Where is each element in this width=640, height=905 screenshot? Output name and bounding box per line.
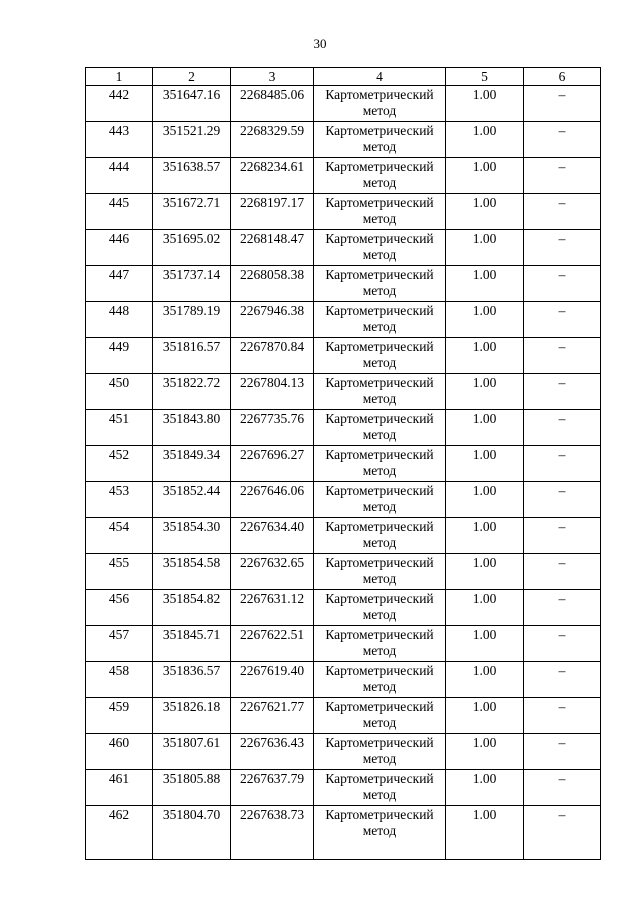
- note-cell: –: [524, 266, 601, 302]
- y-coordinate-cell: 2268234.61: [231, 158, 314, 194]
- note-cell: –: [524, 374, 601, 410]
- column-header-3: 3: [231, 68, 314, 86]
- table-row: [86, 374, 601, 410]
- method-cell: [314, 446, 446, 482]
- table-row: [86, 86, 601, 122]
- method-line-2: метод: [362, 427, 397, 442]
- point-number-cell: 456: [86, 590, 153, 626]
- accuracy-cell: 1.00: [446, 518, 524, 554]
- table-body: [86, 86, 601, 860]
- method-cell: [314, 374, 446, 410]
- table-row: [86, 806, 601, 860]
- method-line-2: метод: [362, 607, 397, 622]
- note-cell: –: [524, 626, 601, 662]
- point-number-cell: 462: [86, 806, 153, 860]
- table-row: [86, 626, 601, 662]
- accuracy-cell: 1.00: [446, 626, 524, 662]
- y-coordinate-cell: 2268329.59: [231, 122, 314, 158]
- table-row: [86, 662, 601, 698]
- accuracy-cell: 1.00: [446, 158, 524, 194]
- method-line-2: метод: [362, 787, 397, 802]
- point-number-cell: 451: [86, 410, 153, 446]
- y-coordinate-cell: 2267804.13: [231, 374, 314, 410]
- note-cell: –: [524, 806, 601, 860]
- method-line-1: Картометрический: [325, 303, 434, 318]
- point-number-cell: 458: [86, 662, 153, 698]
- accuracy-cell: 1.00: [446, 302, 524, 338]
- coordinates-table: [85, 67, 601, 860]
- method-cell: [314, 482, 446, 518]
- note-cell: –: [524, 554, 601, 590]
- method-line-2: метод: [362, 823, 397, 838]
- point-number-cell: 461: [86, 770, 153, 806]
- y-coordinate-cell: 2267621.77: [231, 698, 314, 734]
- method-cell: [314, 698, 446, 734]
- accuracy-cell: 1.00: [446, 482, 524, 518]
- method-line-1: Картометрический: [325, 627, 434, 642]
- x-coordinate-cell: 351805.88: [153, 770, 231, 806]
- method-line-1: Картометрический: [325, 339, 434, 354]
- x-coordinate-cell: 351807.61: [153, 734, 231, 770]
- x-coordinate-cell: 351854.30: [153, 518, 231, 554]
- method-line-1: Картометрический: [325, 771, 434, 786]
- column-header-2: 2: [153, 68, 231, 86]
- method-cell: [314, 554, 446, 590]
- y-coordinate-cell: 2267634.40: [231, 518, 314, 554]
- method-line-2: метод: [362, 535, 397, 550]
- table-row: [86, 554, 601, 590]
- method-line-2: метод: [362, 715, 397, 730]
- method-line-2: метод: [362, 319, 397, 334]
- method-cell: [314, 338, 446, 374]
- point-number-cell: 445: [86, 194, 153, 230]
- accuracy-cell: 1.00: [446, 698, 524, 734]
- y-coordinate-cell: 2267735.76: [231, 410, 314, 446]
- accuracy-cell: 1.00: [446, 230, 524, 266]
- method-line-2: метод: [362, 751, 397, 766]
- note-cell: –: [524, 410, 601, 446]
- x-coordinate-cell: 351695.02: [153, 230, 231, 266]
- method-line-1: Картометрический: [325, 555, 434, 570]
- accuracy-cell: 1.00: [446, 446, 524, 482]
- method-cell: [314, 194, 446, 230]
- accuracy-cell: 1.00: [446, 770, 524, 806]
- table-row: [86, 302, 601, 338]
- table-row: [86, 446, 601, 482]
- method-cell: [314, 734, 446, 770]
- column-header-5: 5: [446, 68, 524, 86]
- table-row: [86, 338, 601, 374]
- method-line-2: метод: [362, 571, 397, 586]
- accuracy-cell: 1.00: [446, 410, 524, 446]
- table-row: [86, 194, 601, 230]
- x-coordinate-cell: 351647.16: [153, 86, 231, 122]
- x-coordinate-cell: 351854.82: [153, 590, 231, 626]
- method-line-2: метод: [362, 103, 397, 118]
- x-coordinate-cell: 351826.18: [153, 698, 231, 734]
- note-cell: –: [524, 230, 601, 266]
- method-line-1: Картометрический: [325, 411, 434, 426]
- point-number-cell: 447: [86, 266, 153, 302]
- note-cell: –: [524, 446, 601, 482]
- table-row: [86, 590, 601, 626]
- point-number-cell: 454: [86, 518, 153, 554]
- table-header-row: [86, 68, 601, 86]
- method-line-2: метод: [362, 247, 397, 262]
- x-coordinate-cell: 351789.19: [153, 302, 231, 338]
- accuracy-cell: 1.00: [446, 86, 524, 122]
- y-coordinate-cell: 2267696.27: [231, 446, 314, 482]
- method-line-1: Картометрический: [325, 375, 434, 390]
- y-coordinate-cell: 2268485.06: [231, 86, 314, 122]
- column-header-1: 1: [86, 68, 153, 86]
- method-line-2: метод: [362, 175, 397, 190]
- x-coordinate-cell: 351836.57: [153, 662, 231, 698]
- method-cell: [314, 158, 446, 194]
- note-cell: –: [524, 122, 601, 158]
- x-coordinate-cell: 351845.71: [153, 626, 231, 662]
- point-number-cell: 455: [86, 554, 153, 590]
- method-cell: [314, 806, 446, 860]
- accuracy-cell: 1.00: [446, 590, 524, 626]
- y-coordinate-cell: 2267870.84: [231, 338, 314, 374]
- method-line-1: Картометрический: [325, 591, 434, 606]
- method-line-1: Картометрический: [325, 447, 434, 462]
- accuracy-cell: 1.00: [446, 554, 524, 590]
- point-number-cell: 452: [86, 446, 153, 482]
- method-cell: [314, 770, 446, 806]
- point-number-cell: 443: [86, 122, 153, 158]
- method-cell: [314, 662, 446, 698]
- accuracy-cell: 1.00: [446, 734, 524, 770]
- table-row: [86, 698, 601, 734]
- column-header-6: 6: [524, 68, 601, 86]
- method-line-2: метод: [362, 679, 397, 694]
- x-coordinate-cell: 351672.71: [153, 194, 231, 230]
- accuracy-cell: 1.00: [446, 374, 524, 410]
- table-row: [86, 410, 601, 446]
- y-coordinate-cell: 2267638.73: [231, 806, 314, 860]
- accuracy-cell: 1.00: [446, 194, 524, 230]
- accuracy-cell: 1.00: [446, 806, 524, 860]
- x-coordinate-cell: 351816.57: [153, 338, 231, 374]
- y-coordinate-cell: 2268197.17: [231, 194, 314, 230]
- x-coordinate-cell: 351854.58: [153, 554, 231, 590]
- table-row: [86, 518, 601, 554]
- method-line-1: Картометрический: [325, 807, 434, 822]
- accuracy-cell: 1.00: [446, 266, 524, 302]
- method-line-1: Картометрический: [325, 483, 434, 498]
- point-number-cell: 457: [86, 626, 153, 662]
- y-coordinate-cell: 2267631.12: [231, 590, 314, 626]
- table-row: [86, 734, 601, 770]
- note-cell: –: [524, 86, 601, 122]
- point-number-cell: 460: [86, 734, 153, 770]
- method-cell: [314, 266, 446, 302]
- note-cell: –: [524, 662, 601, 698]
- accuracy-cell: 1.00: [446, 338, 524, 374]
- table-row: [86, 122, 601, 158]
- x-coordinate-cell: 351822.72: [153, 374, 231, 410]
- method-cell: [314, 590, 446, 626]
- note-cell: –: [524, 338, 601, 374]
- method-cell: [314, 626, 446, 662]
- table-row: [86, 266, 601, 302]
- y-coordinate-cell: 2267636.43: [231, 734, 314, 770]
- method-line-1: Картометрический: [325, 267, 434, 282]
- point-number-cell: 453: [86, 482, 153, 518]
- accuracy-cell: 1.00: [446, 662, 524, 698]
- x-coordinate-cell: 351737.14: [153, 266, 231, 302]
- method-line-1: Картометрический: [325, 663, 434, 678]
- y-coordinate-cell: 2267619.40: [231, 662, 314, 698]
- method-cell: [314, 518, 446, 554]
- method-line-2: метод: [362, 139, 397, 154]
- method-line-1: Картометрический: [325, 519, 434, 534]
- x-coordinate-cell: 351804.70: [153, 806, 231, 860]
- method-line-2: метод: [362, 391, 397, 406]
- y-coordinate-cell: 2267632.65: [231, 554, 314, 590]
- page-number: 30: [313, 36, 327, 51]
- x-coordinate-cell: 351843.80: [153, 410, 231, 446]
- note-cell: –: [524, 698, 601, 734]
- method-line-1: Картометрический: [325, 195, 434, 210]
- method-line-2: метод: [362, 643, 397, 658]
- y-coordinate-cell: 2268058.38: [231, 266, 314, 302]
- point-number-cell: 450: [86, 374, 153, 410]
- method-line-2: метод: [362, 283, 397, 298]
- y-coordinate-cell: 2267646.06: [231, 482, 314, 518]
- method-line-2: метод: [362, 355, 397, 370]
- x-coordinate-cell: 351849.34: [153, 446, 231, 482]
- x-coordinate-cell: 351852.44: [153, 482, 231, 518]
- y-coordinate-cell: 2267946.38: [231, 302, 314, 338]
- method-line-2: метод: [362, 499, 397, 514]
- note-cell: –: [524, 770, 601, 806]
- note-cell: –: [524, 482, 601, 518]
- point-number-cell: 448: [86, 302, 153, 338]
- method-cell: [314, 86, 446, 122]
- note-cell: –: [524, 590, 601, 626]
- y-coordinate-cell: 2267622.51: [231, 626, 314, 662]
- table-row: [86, 482, 601, 518]
- accuracy-cell: 1.00: [446, 122, 524, 158]
- method-cell: [314, 122, 446, 158]
- table-row: [86, 158, 601, 194]
- method-line-1: Картометрический: [325, 231, 434, 246]
- method-line-1: Картометрический: [325, 123, 434, 138]
- method-cell: [314, 230, 446, 266]
- point-number-cell: 442: [86, 86, 153, 122]
- point-number-cell: 444: [86, 158, 153, 194]
- note-cell: –: [524, 302, 601, 338]
- method-line-2: метод: [362, 463, 397, 478]
- y-coordinate-cell: 2268148.47: [231, 230, 314, 266]
- x-coordinate-cell: 351638.57: [153, 158, 231, 194]
- table-row: [86, 770, 601, 806]
- column-header-4: 4: [314, 68, 446, 86]
- table-row: [86, 230, 601, 266]
- y-coordinate-cell: 2267637.79: [231, 770, 314, 806]
- note-cell: –: [524, 734, 601, 770]
- x-coordinate-cell: 351521.29: [153, 122, 231, 158]
- note-cell: –: [524, 158, 601, 194]
- point-number-cell: 449: [86, 338, 153, 374]
- method-line-2: метод: [362, 211, 397, 226]
- note-cell: –: [524, 518, 601, 554]
- method-line-1: Картометрический: [325, 699, 434, 714]
- point-number-cell: 446: [86, 230, 153, 266]
- method-cell: [314, 410, 446, 446]
- point-number-cell: 459: [86, 698, 153, 734]
- method-line-1: Картометрический: [325, 87, 434, 102]
- note-cell: –: [524, 194, 601, 230]
- method-cell: [314, 302, 446, 338]
- method-line-1: Картометрический: [325, 159, 434, 174]
- method-line-1: Картометрический: [325, 735, 434, 750]
